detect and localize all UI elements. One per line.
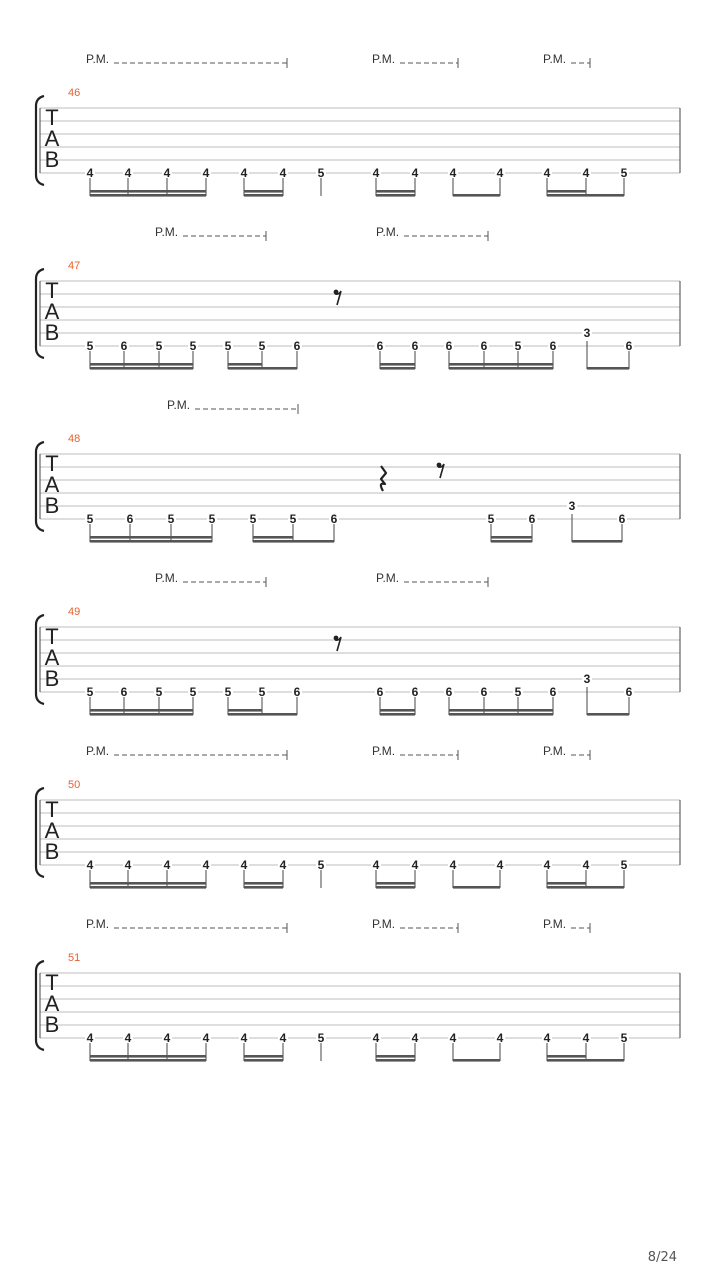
fret-number: 5 bbox=[249, 512, 257, 526]
fret-number: 4 bbox=[449, 166, 457, 180]
fret-number: 4 bbox=[124, 166, 132, 180]
note-beam bbox=[453, 1059, 500, 1062]
palm-mute-label: P.M. bbox=[372, 917, 396, 931]
note-beam bbox=[449, 713, 553, 716]
palm-mute bbox=[543, 917, 590, 933]
fret-number: 6 bbox=[549, 685, 557, 699]
fret-number: 5 bbox=[224, 685, 232, 699]
fret-number: 4 bbox=[279, 1031, 287, 1045]
note-beam bbox=[586, 1059, 624, 1062]
palm-mute-label: P.M. bbox=[86, 917, 110, 931]
fret-number: 4 bbox=[124, 1031, 132, 1045]
fret-number: 5 bbox=[155, 685, 163, 699]
note-beam bbox=[586, 194, 624, 197]
fret-number: 4 bbox=[163, 166, 171, 180]
fret-number: 6 bbox=[330, 512, 338, 526]
note-beam bbox=[376, 882, 415, 885]
note-beam bbox=[547, 1059, 586, 1062]
palm-mute-label: P.M. bbox=[372, 52, 396, 66]
note-beam bbox=[90, 367, 193, 370]
fret-number: 6 bbox=[445, 685, 453, 699]
note-beam bbox=[380, 363, 415, 366]
tab-letter-b: B bbox=[44, 493, 60, 518]
tab-letter-b: B bbox=[44, 147, 60, 172]
fret-number: 4 bbox=[582, 166, 590, 180]
note-beam bbox=[547, 190, 586, 193]
note-beam bbox=[228, 713, 262, 716]
palm-mute bbox=[86, 52, 287, 68]
palm-mute bbox=[372, 52, 458, 68]
note-beam bbox=[228, 709, 262, 712]
note-beam bbox=[253, 540, 293, 543]
note-beam bbox=[90, 1055, 206, 1058]
fret-number: 6 bbox=[549, 339, 557, 353]
palm-mute-label: P.M. bbox=[155, 571, 179, 585]
fret-number: 4 bbox=[202, 166, 210, 180]
measure-number: 46 bbox=[68, 87, 81, 99]
tab-letter-t: T bbox=[45, 105, 59, 130]
fret-number: 4 bbox=[372, 166, 380, 180]
note-beam bbox=[491, 536, 532, 539]
fret-number: 4 bbox=[86, 1031, 94, 1045]
note-beam bbox=[380, 713, 415, 716]
note-beam bbox=[449, 709, 553, 712]
tab-letter-a: A bbox=[44, 818, 60, 843]
fret-number: 5 bbox=[317, 166, 325, 180]
fret-number: 5 bbox=[620, 858, 628, 872]
note-beam bbox=[453, 886, 500, 889]
fret-number: 4 bbox=[163, 858, 171, 872]
fret-number: 3 bbox=[568, 499, 576, 513]
palm-mute-label: P.M. bbox=[543, 917, 567, 931]
fret-number: 5 bbox=[86, 512, 94, 526]
measure-number: 48 bbox=[68, 433, 81, 445]
fret-number: 4 bbox=[163, 1031, 171, 1045]
palm-mute-label: P.M. bbox=[376, 225, 400, 239]
note-beam bbox=[90, 709, 193, 712]
note-beam bbox=[244, 194, 283, 197]
note-beam bbox=[228, 363, 262, 366]
note-beam bbox=[244, 1059, 283, 1062]
note-beam bbox=[228, 367, 262, 370]
fret-number: 5 bbox=[86, 685, 94, 699]
palm-mute bbox=[372, 744, 458, 760]
fret-number: 4 bbox=[496, 166, 504, 180]
note-beam bbox=[376, 1055, 415, 1058]
note-beam bbox=[449, 367, 553, 370]
tab-letter-a: A bbox=[44, 991, 60, 1016]
fret-number: 5 bbox=[224, 339, 232, 353]
fret-number: 6 bbox=[120, 339, 128, 353]
fret-number: 4 bbox=[372, 1031, 380, 1045]
note-beam bbox=[547, 1055, 586, 1058]
palm-mute-label: P.M. bbox=[372, 744, 396, 758]
palm-mute bbox=[376, 225, 488, 241]
fret-number: 5 bbox=[514, 339, 522, 353]
fret-number: 4 bbox=[86, 166, 94, 180]
fret-number: 6 bbox=[625, 685, 633, 699]
tab-letter-b: B bbox=[44, 666, 60, 691]
note-beam bbox=[376, 1059, 415, 1062]
fret-number: 6 bbox=[625, 339, 633, 353]
note-beam bbox=[244, 886, 283, 889]
fret-number: 4 bbox=[496, 1031, 504, 1045]
fret-number: 5 bbox=[289, 512, 297, 526]
palm-mute-label: P.M. bbox=[376, 571, 400, 585]
page-number: 8/24 bbox=[647, 1250, 677, 1265]
note-beam bbox=[380, 367, 415, 370]
tab-system bbox=[36, 744, 680, 889]
fret-number: 5 bbox=[258, 339, 266, 353]
palm-mute bbox=[155, 571, 266, 587]
palm-mute bbox=[543, 52, 590, 68]
quarter-rest bbox=[381, 466, 386, 491]
tab-system bbox=[36, 225, 680, 370]
fret-number: 4 bbox=[582, 1031, 590, 1045]
palm-mute-label: P.M. bbox=[167, 398, 191, 412]
fret-number: 6 bbox=[480, 685, 488, 699]
fret-number: 5 bbox=[620, 166, 628, 180]
fret-number: 6 bbox=[120, 685, 128, 699]
tab-system bbox=[36, 398, 680, 543]
fret-number: 4 bbox=[411, 858, 419, 872]
tab-letter-a: A bbox=[44, 645, 60, 670]
note-beam bbox=[572, 540, 622, 543]
fret-number: 4 bbox=[279, 166, 287, 180]
palm-mute-label: P.M. bbox=[543, 744, 567, 758]
tab-letter-b: B bbox=[44, 839, 60, 864]
note-beam bbox=[262, 713, 297, 716]
measure-number: 47 bbox=[68, 260, 81, 272]
note-beam bbox=[90, 1059, 206, 1062]
fret-number: 6 bbox=[293, 339, 301, 353]
fret-number: 5 bbox=[167, 512, 175, 526]
palm-mute-label: P.M. bbox=[155, 225, 179, 239]
note-beam bbox=[547, 882, 586, 885]
fret-number: 4 bbox=[582, 858, 590, 872]
note-beam bbox=[90, 886, 206, 889]
note-beam bbox=[90, 194, 206, 197]
fret-number: 5 bbox=[258, 685, 266, 699]
tab-letter-a: A bbox=[44, 472, 60, 497]
measure-number: 50 bbox=[68, 779, 81, 791]
tab-letter-a: A bbox=[44, 299, 60, 324]
note-beam bbox=[262, 367, 297, 370]
note-beam bbox=[253, 536, 293, 539]
fret-number: 5 bbox=[317, 1031, 325, 1045]
fret-number: 6 bbox=[480, 339, 488, 353]
fret-number: 4 bbox=[240, 858, 248, 872]
note-beam bbox=[244, 882, 283, 885]
tab-letter-t: T bbox=[45, 624, 59, 649]
fret-number: 6 bbox=[528, 512, 536, 526]
tab-letter-a: A bbox=[44, 126, 60, 151]
note-beam bbox=[587, 367, 629, 370]
note-beam bbox=[376, 190, 415, 193]
tab-system bbox=[36, 52, 680, 197]
palm-mute bbox=[167, 398, 298, 414]
fret-number: 4 bbox=[202, 1031, 210, 1045]
note-beam bbox=[586, 886, 624, 889]
fret-number: 5 bbox=[86, 339, 94, 353]
tab-system bbox=[36, 571, 680, 716]
fret-number: 4 bbox=[411, 1031, 419, 1045]
note-beam bbox=[587, 713, 629, 716]
fret-number: 4 bbox=[279, 858, 287, 872]
fret-number: 6 bbox=[376, 685, 384, 699]
note-beam bbox=[90, 713, 193, 716]
palm-mute bbox=[86, 744, 287, 760]
fret-number: 4 bbox=[86, 858, 94, 872]
palm-mute-label: P.M. bbox=[86, 52, 110, 66]
measure-number: 51 bbox=[68, 952, 81, 964]
fret-number: 6 bbox=[411, 339, 419, 353]
palm-mute bbox=[543, 744, 590, 760]
fret-number: 3 bbox=[583, 672, 591, 686]
fret-number: 6 bbox=[618, 512, 626, 526]
tab-letter-t: T bbox=[45, 797, 59, 822]
fret-number: 5 bbox=[155, 339, 163, 353]
note-beam bbox=[491, 540, 532, 543]
fret-number: 5 bbox=[208, 512, 216, 526]
fret-number: 6 bbox=[293, 685, 301, 699]
fret-number: 4 bbox=[372, 858, 380, 872]
fret-number: 5 bbox=[620, 1031, 628, 1045]
palm-mute bbox=[376, 571, 488, 587]
palm-mute bbox=[86, 917, 287, 933]
note-beam bbox=[90, 363, 193, 366]
tab-letter-t: T bbox=[45, 970, 59, 995]
tab-letter-t: T bbox=[45, 278, 59, 303]
fret-number: 5 bbox=[189, 339, 197, 353]
palm-mute bbox=[372, 917, 458, 933]
note-beam bbox=[90, 882, 206, 885]
fret-number: 6 bbox=[126, 512, 134, 526]
fret-number: 6 bbox=[376, 339, 384, 353]
fret-number: 4 bbox=[202, 858, 210, 872]
tab-letter-t: T bbox=[45, 451, 59, 476]
fret-number: 4 bbox=[411, 166, 419, 180]
fret-number: 4 bbox=[543, 1031, 551, 1045]
note-beam bbox=[376, 194, 415, 197]
fret-number: 4 bbox=[496, 858, 504, 872]
note-beam bbox=[90, 540, 212, 543]
note-beam bbox=[449, 363, 553, 366]
fret-number: 5 bbox=[189, 685, 197, 699]
fret-number: 4 bbox=[449, 1031, 457, 1045]
tab-system bbox=[36, 917, 680, 1062]
note-beam bbox=[547, 194, 586, 197]
note-beam bbox=[293, 540, 334, 543]
fret-number: 5 bbox=[514, 685, 522, 699]
note-beam bbox=[90, 190, 206, 193]
fret-number: 4 bbox=[240, 166, 248, 180]
fret-number: 6 bbox=[411, 685, 419, 699]
palm-mute-label: P.M. bbox=[86, 744, 110, 758]
note-beam bbox=[376, 886, 415, 889]
fret-number: 4 bbox=[543, 166, 551, 180]
fret-number: 5 bbox=[487, 512, 495, 526]
note-beam bbox=[244, 1055, 283, 1058]
measure-number: 49 bbox=[68, 606, 81, 618]
note-beam bbox=[380, 709, 415, 712]
note-beam bbox=[453, 194, 500, 197]
fret-number: 4 bbox=[240, 1031, 248, 1045]
palm-mute bbox=[155, 225, 266, 241]
fret-number: 6 bbox=[445, 339, 453, 353]
fret-number: 3 bbox=[583, 326, 591, 340]
fret-number: 4 bbox=[543, 858, 551, 872]
note-beam bbox=[244, 190, 283, 193]
palm-mute-label: P.M. bbox=[543, 52, 567, 66]
fret-number: 5 bbox=[317, 858, 325, 872]
tab-letter-b: B bbox=[44, 320, 60, 345]
note-beam bbox=[547, 886, 586, 889]
fret-number: 4 bbox=[124, 858, 132, 872]
fret-number: 4 bbox=[449, 858, 457, 872]
note-beam bbox=[90, 536, 212, 539]
tab-letter-b: B bbox=[44, 1012, 60, 1037]
